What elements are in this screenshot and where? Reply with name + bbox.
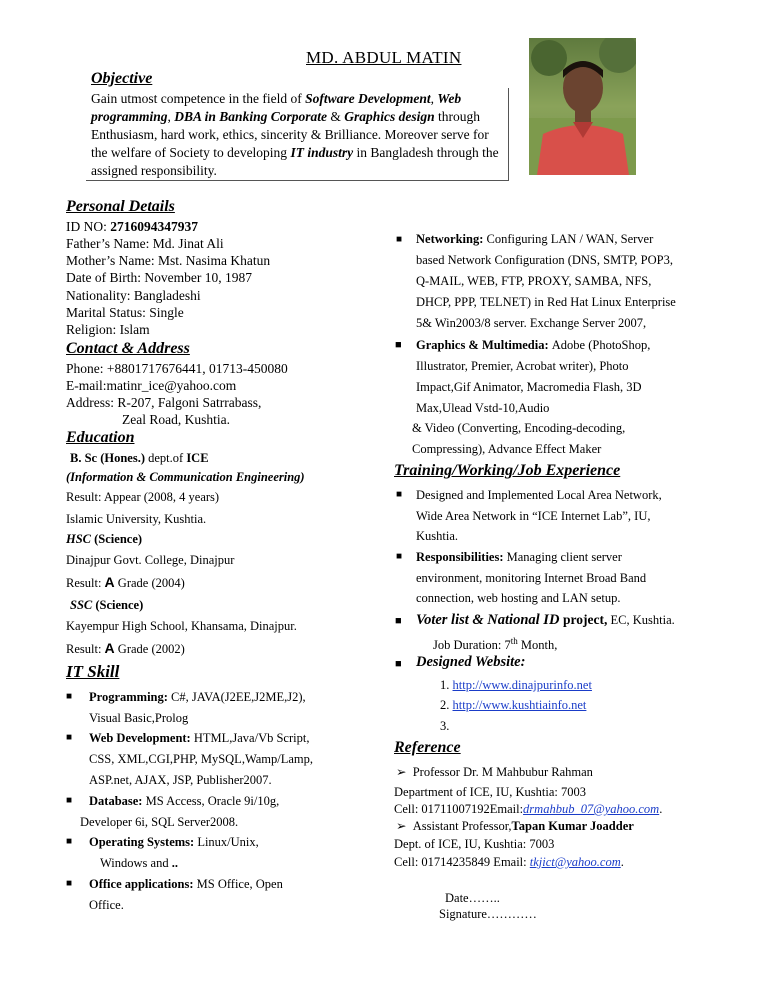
skill-graphics-cont-2: Impact,Gif Animator, Macromedia Flash, 3D [416,380,642,394]
bullet-icon: ■ [395,615,402,627]
hsc-degree: HSC (Science) [66,532,143,546]
skill-database: Database: MS Access, Oracle 9i/10g, [89,794,280,808]
bullet-icon: ■ [66,795,73,806]
website-link-2[interactable]: http://www.kushtiainfo.net [452,698,587,712]
website-2: 2. http://www.kushtiainfo.net [440,698,587,712]
bullet-icon: ■ [395,658,402,670]
skill-networking-cont-3: DHCP, PPP, TELNET) in Red Hat Linux Enterprise [416,295,676,309]
reference-1-dept: Department of ICE, IU, Kushtia: 7003 [394,785,586,799]
date-of-birth: Date of Birth: November 10, 1987 [66,270,252,285]
website-3: 3. [440,719,450,733]
bullet-icon: ■ [396,551,403,562]
religion: Religion: Islam [66,322,150,337]
resume-name: MD. ABDUL MATIN [306,48,462,67]
reference-heading: Reference [394,739,461,756]
training-responsibilities: Responsibilities: Managing client server [416,550,622,564]
bsc-degree: B. Sc (Hones.) dept.of ICE [70,451,209,465]
bsc-result: Result: Appear (2008, 4 years) [66,490,220,504]
training-item-1-cont-2: Kushtia. [416,529,459,543]
skill-os: Operating Systems: Linux/Unix, [89,835,259,849]
profile-photo [529,38,636,175]
skill-networking-cont-1: based Network Configuration (DNS, SMTP, POP3, [416,253,673,267]
education-heading: Education [66,429,135,446]
training-voter-project: Voter list & National ID project, EC, Kushtia. [416,612,675,628]
skill-office: Office applications: MS Office, Open [89,877,283,891]
skill-web-cont-2: ASP.net, AJAX, JSP, Publisher2007. [89,773,272,787]
bullet-icon: ■ [66,732,73,743]
phone: Phone: +8801717676441, 01713-450080 [66,361,288,376]
designed-website-label: Designed Website: [416,654,526,670]
personal-heading: Personal Details [66,198,175,215]
bullet-icon: ■ [396,489,403,500]
reference-2-dept: Dept. of ICE, IU, Kushtia: 7003 [394,837,555,851]
skill-networking: Networking: Configuring LAN / WAN, Server [416,232,654,246]
reference-2-email-link[interactable]: tkjict@yahoo.com [529,855,621,869]
hsc-institution: Dinajpur Govt. College, Dinajpur [66,553,235,567]
skill-programming-cont: Visual Basic,Prolog [89,711,189,725]
skill-networking-cont-2: Q-MAIL, WEB, FTP, PROXY, SAMBA, NFS, [416,274,652,288]
email: E-mail:matinr_ice@yahoo.com [66,378,237,393]
bullet-icon: ■ [66,878,73,889]
skill-graphics-cont-1: Illustrator, Premier, Acrobat writer), Photo [416,359,629,373]
address-line-2: Zeal Road, Kushtia. [122,412,230,427]
objective-heading: Objective [91,70,153,87]
training-responsibilities-cont-2: connection, web hosting and LAN setup. [416,591,621,605]
skill-graphics-cont-4: & Video (Converting, Encoding-decoding, [412,421,626,435]
ssc-institution: Kayempur High School, Khansama, Dinajpur. [66,619,297,633]
it-skill-heading: IT Skill [66,662,120,681]
reference-1-name: ➢ Professor Dr. M Mahbubur Rahman [396,765,593,779]
training-responsibilities-cont-1: environment, monitoring Internet Broad Band [416,571,647,585]
skill-office-cont: Office. [89,898,124,912]
father-name: Father’s Name: Md. Jinat Ali [66,236,224,251]
reference-1-email-link[interactable]: drmahbub_07@yahoo.com [523,802,660,816]
nationality: Nationality: Bangladeshi [66,288,201,303]
id-number: ID NO: 2716094347937 [66,219,198,234]
arrow-icon: ➢ [396,819,407,833]
ssc-degree: SSC (Science) [70,598,144,612]
skill-os-cont: Windows and .. [100,856,178,870]
website-1: 1. http://www.dinajpurinfo.net [440,678,592,692]
skill-graphics: Graphics & Multimedia: Adobe (PhotoShop, [416,338,651,352]
arrow-icon: ➢ [396,765,407,779]
objective-text: Gain utmost competence in the field of Software Development, Web programming, DBA in Banking Corporate & Graphics design through Enthusiasm, hard work, ethics, sincerity & Brilliance. Moreover serve for the welfare of Society to developing IT industry in Bangladesh through the assigned responsibility. [91,91,499,178]
skill-web: Web Development: HTML,Java/Vb Script, [89,731,310,745]
website-link-1[interactable]: http://www.dinajpurinfo.net [452,678,592,692]
date-line: Date…….. [445,891,500,905]
reference-2-cell: Cell: 01714235849 Email: tkjict@yahoo.com. [394,855,624,869]
hsc-result: Result: A Grade (2004) [66,574,185,590]
reference-2-name: ➢ Assistant Professor,Tapan Kumar Joadder [396,819,634,833]
skill-graphics-cont-5: Compressing), Advance Effect Maker [412,442,602,456]
training-job-duration: Job Duration: 7th Month, [433,636,558,653]
bullet-icon: ■ [66,836,73,847]
training-item-1: Designed and Implemented Local Area Network, [416,488,662,502]
contact-heading: Contact & Address [66,340,190,357]
bsc-full-name: (Information & Communication Engineering) [66,470,305,484]
ssc-result: Result: A Grade (2002) [66,640,185,656]
skill-database-cont: Developer 6i, SQL Server2008. [80,815,239,829]
person-photo-icon [529,38,636,175]
skill-web-cont-1: CSS, XML,CGI,PHP, MySQL,Wamp/Lamp, [89,752,314,766]
bullet-icon: ■ [395,339,402,351]
skill-programming: Programming: C#, JAVA(J2EE,J2ME,J2), [89,690,306,704]
skill-graphics-cont-3: Max,Ulead Vstd-10,Audio [416,401,550,415]
mother-name: Mother’s Name: Mst. Nasima Khatun [66,253,271,268]
marital-status: Marital Status: Single [66,305,184,320]
bullet-icon: ■ [396,234,403,245]
reference-1-cell: Cell: 01711007192Email:drmahbub_07@yahoo.com. [394,802,663,816]
training-item-1-cont-1: Wide Area Network in “ICE Internet Lab”, IU, [416,509,651,523]
training-heading: Training/Working/Job Experience [394,462,621,479]
bullet-icon: ■ [66,691,73,702]
signature-line: Signature………… [439,907,537,921]
address-line-1: Address: R-207, Falgoni Satrrabass, [66,395,262,410]
skill-networking-cont-4: 5& Win2003/8 server. Exchange Server 2007, [416,316,647,330]
bsc-institution: Islamic University, Kushtia. [66,512,207,526]
